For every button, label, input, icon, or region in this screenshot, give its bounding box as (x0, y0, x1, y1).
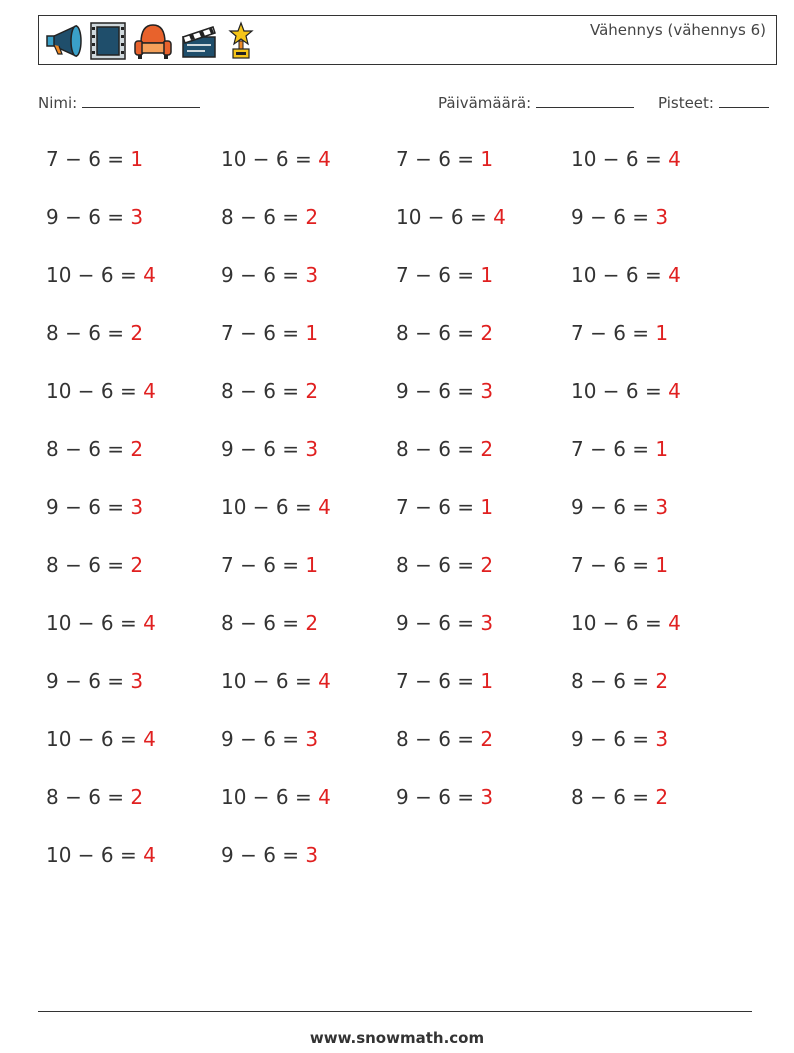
problem-answer: 4 (143, 379, 156, 403)
score-blank[interactable] (719, 93, 769, 108)
problem-question: 9 − 6 = (46, 205, 131, 229)
problem-answer: 4 (318, 669, 331, 693)
problem-item (571, 611, 681, 635)
problem-item (46, 379, 156, 403)
problem-item (221, 437, 318, 461)
name-field (38, 93, 200, 112)
problem-question: 9 − 6 = (221, 843, 306, 867)
problem-question: 8 − 6 = (46, 437, 131, 461)
problem-item (221, 147, 331, 171)
problem-answer: 2 (480, 727, 494, 751)
date-label: Päivämäärä: (438, 94, 532, 112)
problem-answer: 1 (655, 553, 669, 577)
problem-question: 9 − 6 = (46, 495, 131, 519)
problem-item (221, 553, 318, 577)
problem-item (571, 785, 668, 809)
problem-item (46, 669, 143, 693)
problem-item (571, 147, 681, 171)
problem-answer: 3 (480, 785, 494, 809)
problem-answer: 2 (130, 437, 144, 461)
problem-question: 10 − 6 = (46, 611, 144, 635)
problem-question: 8 − 6 = (396, 437, 481, 461)
problem-item (396, 437, 493, 461)
problem-question: 9 − 6 = (221, 437, 306, 461)
problem-question: 10 − 6 = (571, 263, 669, 287)
problem-question: 7 − 6 = (396, 495, 481, 519)
problem-item (46, 437, 143, 461)
problem-item (46, 843, 156, 867)
problem-answer: 3 (480, 379, 494, 403)
problem-question: 9 − 6 = (571, 205, 656, 229)
problem-item (571, 437, 668, 461)
problem-question: 8 − 6 = (221, 205, 306, 229)
problem-answer: 2 (480, 321, 494, 345)
problem-answer: 4 (668, 263, 681, 287)
armchair-icon (132, 21, 174, 61)
problem-item (571, 495, 668, 519)
problem-item (221, 321, 318, 345)
problem-answer: 1 (480, 263, 494, 287)
problem-answer: 1 (305, 321, 319, 345)
problem-answer: 3 (305, 843, 319, 867)
problem-answer: 2 (305, 205, 319, 229)
problem-item (46, 263, 156, 287)
problem-item (571, 553, 668, 577)
problem-answer: 3 (480, 611, 494, 635)
problem-question: 9 − 6 = (221, 727, 306, 751)
film-frame-icon (89, 21, 127, 61)
problem-answer: 3 (655, 727, 669, 751)
problem-question: 9 − 6 = (46, 669, 131, 693)
worksheet-header (38, 15, 777, 65)
problem-answer: 4 (668, 379, 681, 403)
problem-question: 10 − 6 = (571, 611, 669, 635)
problem-item (396, 263, 493, 287)
problem-question: 10 − 6 = (46, 379, 144, 403)
footer-divider (38, 1011, 752, 1012)
problem-answer: 2 (130, 553, 144, 577)
problem-item (46, 495, 143, 519)
problem-question: 7 − 6 = (221, 321, 306, 345)
score-label: Pisteet: (658, 94, 714, 112)
problem-answer: 1 (655, 321, 669, 345)
problem-item (396, 147, 493, 171)
problem-item (221, 205, 318, 229)
problem-item (396, 321, 493, 345)
problem-item (46, 553, 143, 577)
problem-answer: 2 (655, 669, 669, 693)
problem-answer: 2 (305, 379, 319, 403)
problem-question: 10 − 6 = (221, 147, 319, 171)
problem-answer: 4 (318, 147, 331, 171)
problem-answer: 4 (143, 727, 156, 751)
problem-answer: 3 (305, 263, 319, 287)
problem-item (46, 785, 143, 809)
score-field (658, 93, 769, 112)
problem-item (46, 727, 156, 751)
problem-answer: 4 (318, 785, 331, 809)
problem-item (221, 263, 318, 287)
award-trophy-icon (224, 21, 258, 61)
problem-item (571, 669, 668, 693)
problem-item (46, 147, 143, 171)
problem-item (396, 727, 493, 751)
problem-answer: 1 (480, 147, 494, 171)
problem-question: 8 − 6 = (396, 321, 481, 345)
problem-item (396, 379, 493, 403)
problem-question: 7 − 6 = (396, 669, 481, 693)
problem-question: 10 − 6 = (571, 147, 669, 171)
problem-question: 9 − 6 = (221, 263, 306, 287)
problem-question: 8 − 6 = (396, 553, 481, 577)
problem-question: 9 − 6 = (396, 379, 481, 403)
problem-answer: 4 (668, 611, 681, 635)
worksheet-title: Vähennys (vähennys 6) (589, 21, 766, 39)
date-blank[interactable] (536, 93, 634, 108)
problem-answer: 4 (143, 843, 156, 867)
megaphone-icon (44, 21, 84, 61)
problem-question: 10 − 6 = (571, 379, 669, 403)
problem-item (221, 727, 318, 751)
problem-question: 8 − 6 = (571, 785, 656, 809)
header-icons (44, 20, 258, 62)
problem-item (571, 379, 681, 403)
problem-answer: 2 (130, 321, 144, 345)
problem-answer: 1 (480, 495, 494, 519)
name-blank[interactable] (82, 93, 200, 108)
problem-question: 10 − 6 = (221, 669, 319, 693)
problem-item (571, 263, 681, 287)
problem-item (46, 321, 143, 345)
problem-item (46, 611, 156, 635)
problem-answer: 3 (130, 495, 144, 519)
problem-item (221, 495, 331, 519)
problem-question: 8 − 6 = (396, 727, 481, 751)
problem-answer: 1 (305, 553, 319, 577)
problem-item (221, 379, 318, 403)
footer-url: www.snowmath.com (309, 1029, 485, 1047)
problem-item (396, 553, 493, 577)
problem-answer: 1 (480, 669, 494, 693)
problem-item (571, 321, 668, 345)
problem-item (221, 785, 331, 809)
problem-question: 7 − 6 = (396, 147, 481, 171)
problem-answer: 2 (480, 437, 494, 461)
problem-item (221, 669, 331, 693)
problem-answer: 2 (130, 785, 144, 809)
problem-question: 9 − 6 = (571, 727, 656, 751)
problem-question: 10 − 6 = (396, 205, 494, 229)
problem-answer: 4 (318, 495, 331, 519)
clapperboard-icon (179, 21, 219, 61)
problem-answer: 1 (655, 437, 669, 461)
problem-answer: 3 (305, 437, 319, 461)
problem-question: 8 − 6 = (46, 553, 131, 577)
problem-question: 7 − 6 = (221, 553, 306, 577)
problem-question: 8 − 6 = (221, 379, 306, 403)
problem-question: 9 − 6 = (396, 611, 481, 635)
problem-answer: 4 (668, 147, 681, 171)
problem-question: 8 − 6 = (46, 321, 131, 345)
problem-answer: 2 (305, 611, 319, 635)
problem-question: 10 − 6 = (46, 263, 144, 287)
problem-question: 7 − 6 = (571, 321, 656, 345)
problem-question: 10 − 6 = (221, 785, 319, 809)
problem-answer: 4 (493, 205, 506, 229)
problem-answer: 3 (130, 205, 144, 229)
problem-answer: 3 (305, 727, 319, 751)
problem-item (396, 611, 493, 635)
problem-question: 8 − 6 = (221, 611, 306, 635)
name-label: Nimi: (38, 94, 78, 112)
problem-answer: 2 (655, 785, 669, 809)
problem-answer: 2 (480, 553, 494, 577)
problem-item (571, 727, 668, 751)
problem-item (221, 611, 318, 635)
problem-question: 7 − 6 = (46, 147, 131, 171)
problem-item (221, 843, 318, 867)
problem-question: 10 − 6 = (46, 727, 144, 751)
problem-item (396, 205, 506, 229)
problem-item (396, 669, 493, 693)
problem-item (571, 205, 668, 229)
problem-answer: 3 (655, 205, 669, 229)
problem-question: 10 − 6 = (221, 495, 319, 519)
date-field (438, 93, 634, 112)
problem-question: 8 − 6 = (46, 785, 131, 809)
problem-question: 10 − 6 = (46, 843, 144, 867)
problem-item (46, 205, 143, 229)
problem-item (396, 785, 493, 809)
problem-answer: 4 (143, 611, 156, 635)
problem-answer: 4 (143, 263, 156, 287)
problem-question: 7 − 6 = (396, 263, 481, 287)
problem-question: 9 − 6 = (396, 785, 481, 809)
problem-answer: 1 (130, 147, 144, 171)
problem-question: 8 − 6 = (571, 669, 656, 693)
problem-question: 7 − 6 = (571, 553, 656, 577)
problem-item (396, 495, 493, 519)
problem-question: 9 − 6 = (571, 495, 656, 519)
problem-question: 7 − 6 = (571, 437, 656, 461)
problem-answer: 3 (655, 495, 669, 519)
problem-answer: 3 (130, 669, 144, 693)
